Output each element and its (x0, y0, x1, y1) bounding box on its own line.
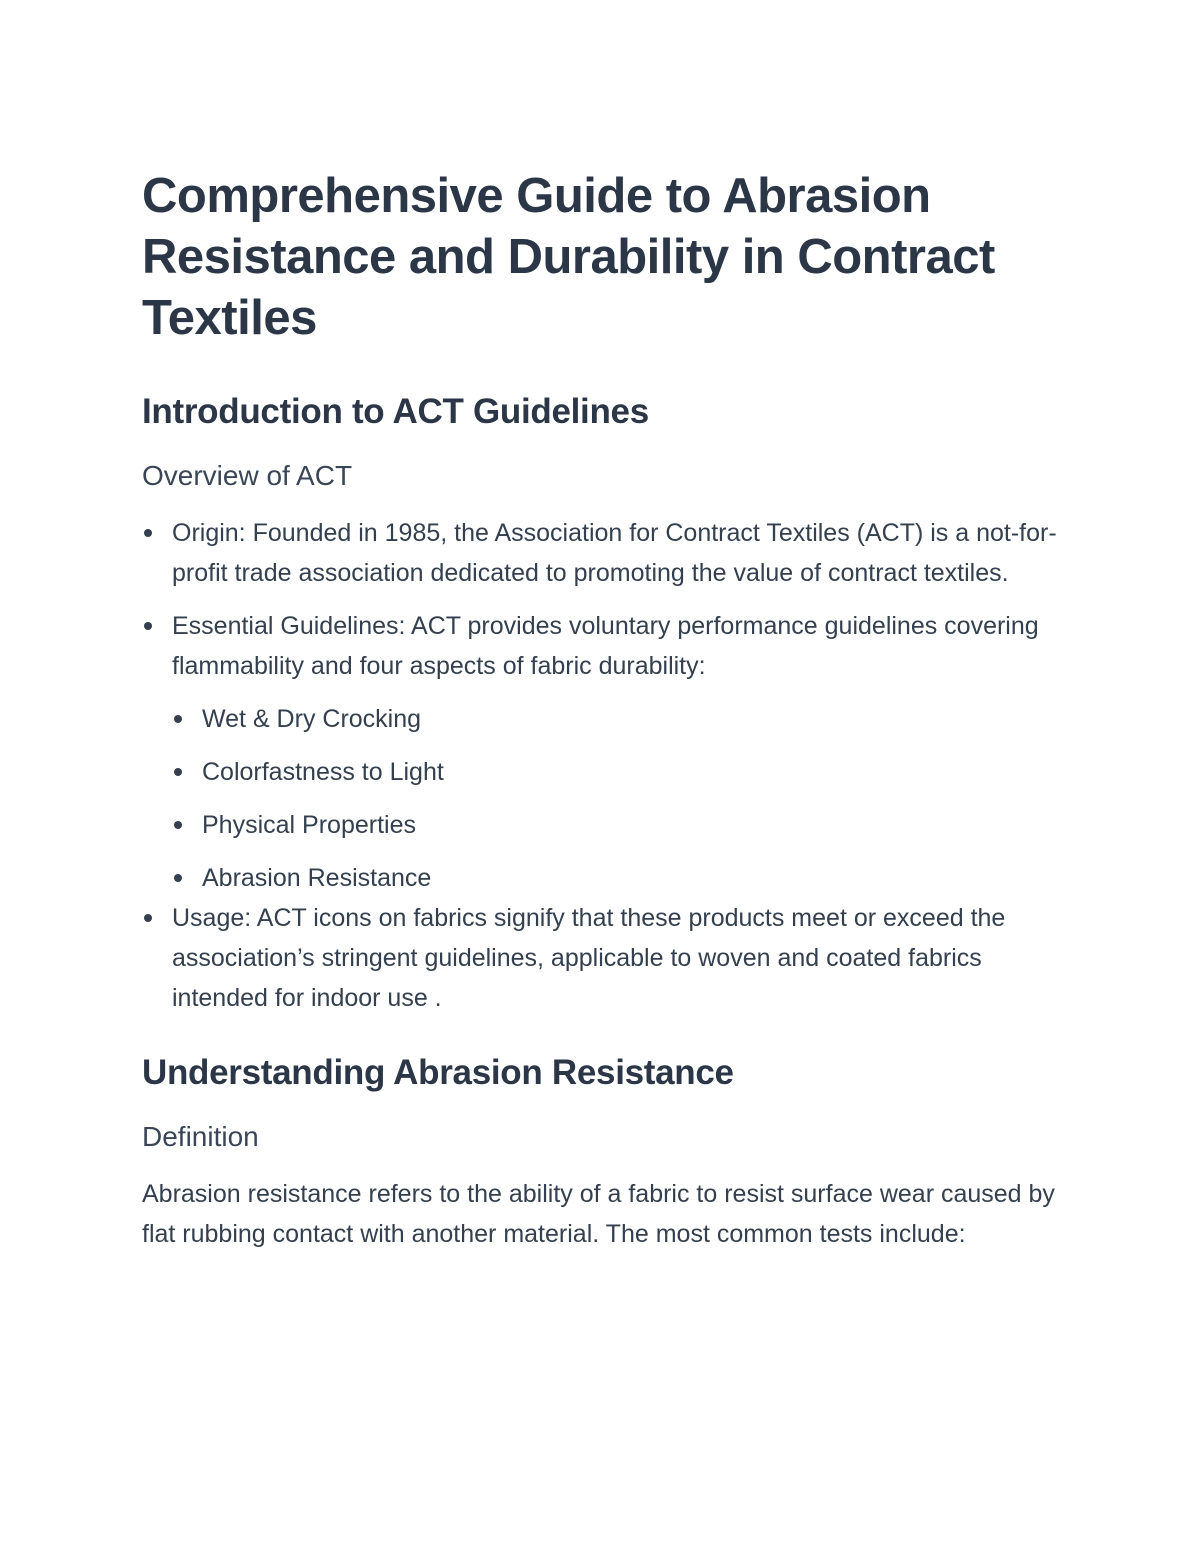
subheading-overview: Overview of ACT (142, 460, 353, 491)
subheading-definition: Definition (142, 1121, 259, 1152)
guidelines-text: ACT provides voluntary performance guidelines covering flammability and four aspects of fabric durability: (172, 612, 1039, 680)
list-item-guidelines (142, 606, 1062, 898)
list-item-origin (142, 513, 1062, 593)
origin-text: Founded in 1985, the Association for Contract Textiles (ACT) is a not-for-profit trade association dedicated to promoting the value of contract textiles. (172, 519, 1057, 587)
usage-label: Usage: (172, 904, 252, 932)
guidelines-label: Essential Guidelines: (172, 612, 406, 640)
durability-aspects-list (172, 699, 1062, 898)
section-heading-intro: Introduction to ACT Guidelines (142, 392, 649, 431)
list-item-physical-properties: Physical Properties (172, 805, 1062, 845)
origin-label: Origin: (172, 519, 246, 547)
list-item-crocking: Wet & Dry Crocking (172, 699, 1062, 739)
section-heading-abrasion: Understanding Abrasion Resistance (142, 1053, 734, 1092)
document-title: Comprehensive Guide to Abrasion Resistance and Durability in Contract Textiles (142, 169, 995, 345)
list-item-abrasion-resistance: Abrasion Resistance (172, 858, 1062, 898)
list-item-usage (142, 898, 1062, 1018)
overview-list (142, 513, 1062, 1018)
list-item-colorfastness: Colorfastness to Light (172, 752, 1062, 792)
usage-text: ACT icons on fabrics signify that these products meet or exceed the association’s stringent guidelines, applicable to woven and coated fabrics intended for indoor use . (172, 904, 1006, 1012)
definition-paragraph: Abrasion resistance refers to the ability of a fabric to resist surface wear caused by flat rubbing contact with another material. The most common tests include: (142, 1180, 1055, 1248)
document-page (142, 166, 1062, 1254)
